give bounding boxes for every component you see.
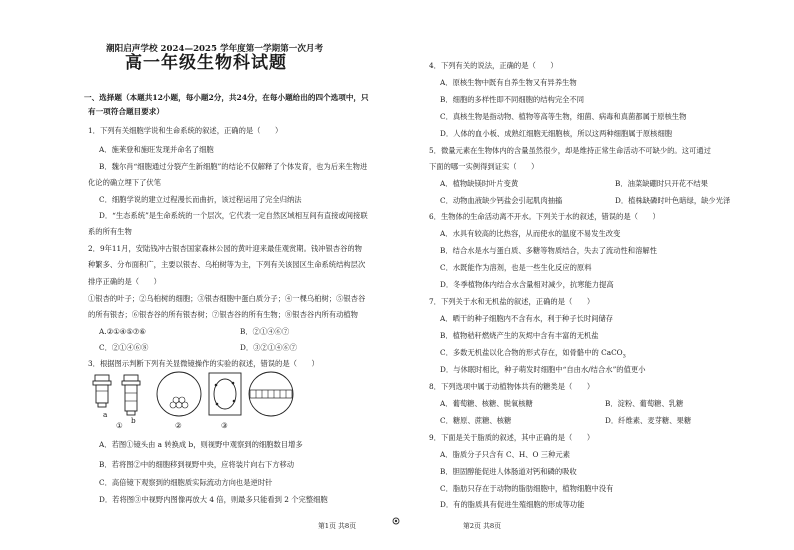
q4-option-b: B．细胞的多样性即不同细胞的结构完全不同 xyxy=(440,95,585,104)
q5-option-c: C．动物血液缺少钙盐会引起肌肉抽搐 xyxy=(440,196,563,205)
q2-items-line2: 的所有银杏；⑥银杏谷的所有银杏树；⑦银杏谷的所有生物；⑧银杏谷内所有动植物 xyxy=(88,310,358,319)
q1-option-b-cont: 化论的确立埋下了伏笔 xyxy=(88,178,161,187)
q9-option-a: A．脂质分子只含有 C、H、O 三种元素 xyxy=(440,450,570,459)
q6-option-a: A．水具有较高的比热容，从而使水的温度不易发生改变 xyxy=(440,229,621,238)
figure-label-1: ① xyxy=(116,421,123,430)
q3-option-a: A．若图①镜头由 a 转换成 b，则视野中观察到的细胞数目增多 xyxy=(99,440,303,449)
q9-option-b: B．胆固醇能促进人体肠道对钙和磷的吸收 xyxy=(440,467,577,476)
lens-a-body xyxy=(96,385,108,403)
q1-option-d-cont: 系的所有生物 xyxy=(88,227,132,236)
footer-page-right: 第2页 共8页 xyxy=(463,522,501,530)
q1-option-b: B．魏尔肖“细胞通过分裂产生新细胞”的结论不仅解释了个体发育，也为后来生物进 xyxy=(99,162,368,171)
cell-3 xyxy=(176,402,182,408)
q2-option-a: A.②①④⑤⑦⑥ xyxy=(99,327,146,336)
q4-option-d: D．人体的血小板、成熟红细胞无细胞核，所以这两种细胞属于原核细胞 xyxy=(440,129,673,138)
q1-stem: 1．下列有关细胞学说和生命系统的叙述，正确的是（ ） xyxy=(88,126,283,135)
q8-option-d: D．纤维素、麦芽糖、果糖 xyxy=(605,416,692,425)
q8-option-a: A．葡萄糖、核糖、脱氧核糖 xyxy=(440,399,533,408)
q9-option-d: D．有的脂质具有促进生殖细胞的形成等功能 xyxy=(440,500,585,509)
q7-option-b: B．植物秸秆燃烧产生的灰烬中含有丰富的无机盐 xyxy=(440,331,599,340)
q4-stem: 4．下列有关的说法，正确的是（ ） xyxy=(429,61,558,70)
lens-b-collar xyxy=(122,381,140,385)
q6-option-c: C．水既能作为溶剂，也是一些生化反应的原料 xyxy=(440,263,592,272)
q7-option-c xyxy=(440,348,626,361)
center-binding-mark xyxy=(392,517,400,525)
page-title: 高一年级生物科试题 xyxy=(125,53,287,73)
figure-label-3: ③ xyxy=(221,421,228,430)
q4-option-c: C．真核生物是指动物、植物等高等生物，细菌、病毒和真菌都属于原核生物 xyxy=(440,112,687,121)
lens-b-tip xyxy=(127,411,135,415)
q2-option-c: C．②①④⑥⑧ xyxy=(99,343,149,352)
lens-a-collar xyxy=(93,381,111,385)
q2-items-line1: ①银杏的叶子；②乌桕树的细胞；③银杏细胞中蛋白质分子；④一棵乌桕树；⑤银杏谷 xyxy=(88,294,366,303)
figure-label-2: ② xyxy=(175,421,182,430)
q5-stem-line2: 下面的哪一实例得到证实（ ） xyxy=(429,162,539,171)
q9-option-c: C．脂肪只存在于动物的脂肪细胞中，植物细胞中没有 xyxy=(440,484,614,493)
q1-option-a: A．施莱登和施旺发现并命名了细胞 xyxy=(99,145,214,154)
q6-option-d: D．冬季植物体内结合水含量相对减少，抗寒能力提高 xyxy=(440,280,614,289)
chloroplast-4 xyxy=(232,382,235,385)
q2-option-d: D．③②①④⑥⑦ xyxy=(240,343,297,352)
q7-option-c-text: C．多数无机盐以化合物的形式存在，如骨骼中的 CaCO xyxy=(440,348,623,357)
q7-option-d: D．与休眠时相比，种子萌发时细胞中“自由水/结合水”的值更小 xyxy=(440,365,646,374)
lens-a-tip xyxy=(98,403,106,407)
school-header: 潮阳启声学校 2024—2025 学年度第一学期第一次月考 xyxy=(106,44,324,54)
figure-field-of-view-cells xyxy=(155,370,203,418)
q5-option-d: D．植株缺磷时叶色暗绿，缺少光泽 xyxy=(615,196,731,205)
q3-option-b: B．若将图②中的细胞移到视野中央，应将装片向右下方移动 xyxy=(99,460,295,469)
q4-option-a: A．原核生物中既有自养生物又有异养生物 xyxy=(440,78,577,87)
q2-stem-line3: 排序正确的是（ ） xyxy=(88,277,161,286)
q9-stem: 9．下面是关于脂质的叙述，其中正确的是（ ） xyxy=(429,433,595,442)
q5-option-a: A．植物缺镁时叶片变黄 xyxy=(440,179,519,188)
footer-page-left: 第1页 共8页 xyxy=(318,522,356,530)
q8-stem: 8．下列选项中属于动植物体共有的糖类是（ ） xyxy=(429,382,595,391)
q8-option-b: B．淀粉、葡萄糖、乳糖 xyxy=(605,399,684,408)
q7-option-a: A．晒干的种子细胞内不含有水，利于种子长时间储存 xyxy=(440,314,614,323)
q1-option-c: C．细胞学说的建立过程漫长而曲折，该过程运用了完全归纳法 xyxy=(99,195,302,204)
q6-stem: 6．生物体的生命活动离不开水。下列关于水的叙述，错误的是（ ） xyxy=(429,212,660,221)
section-heading-line1: 一、选择题（本题共12小题，每小题2分，共24分，在每小题给出的四个选项中，只 xyxy=(84,93,369,102)
chloroplast-2 xyxy=(233,400,236,403)
lens-b-body xyxy=(125,385,137,411)
figure-label-a: a xyxy=(103,410,108,419)
q7-stem: 7．下列关于水和无机盐的叙述，正确的是（ ） xyxy=(429,297,595,306)
q2-stem-line2: 种繁多、分布面积广，主要以银杏、乌桕树等为主，下列有关该园区生命系统结构层次 xyxy=(88,260,366,269)
q3-option-d: D．若将图③中视野内图像再放大 4 倍，则最多只能看到 2 个完整细胞 xyxy=(99,495,328,504)
q5-option-b: B．油菜缺硼时只开花不结果 xyxy=(615,179,708,188)
figure-cytoplasm-flow xyxy=(207,371,243,417)
q1-option-d: D．“生态系统”是生命系统的一个层次，它代表一定自然区域相互间有直接或间接联 xyxy=(99,211,368,220)
figure-label-b: b xyxy=(131,416,136,425)
q3-stem: 3．根据图示判断下列有关显微镜操作的实验的叙述，错误的是（ ） xyxy=(88,359,319,368)
lens-b-cap xyxy=(124,375,138,381)
cell-4 xyxy=(182,402,188,408)
q2-option-b: B．②①④⑥⑦ xyxy=(240,327,290,336)
q6-option-b: B．结合水是水与蛋白质、多糖等物质结合，失去了流动性和溶解性 xyxy=(440,246,657,255)
q3-option-c: C．高倍镜下观察到的细胞质实际流动方向也是逆时针 xyxy=(99,478,273,487)
q8-option-c: C．糖原、蔗糖、核糖 xyxy=(440,416,512,425)
section-heading-line2: 有一项符合题目要求） xyxy=(88,107,164,116)
q2-stem-line1: 2．9年11月，安陆钱冲古银杏国家森林公园的黄叶迎来最佳观赏期。钱冲银杏谷的物 xyxy=(88,244,362,253)
q7-option-c-subscript: 3 xyxy=(622,353,626,360)
field-of-view-2 xyxy=(157,372,201,416)
chloroplast-1 xyxy=(215,384,218,387)
chloroplast-3 xyxy=(216,403,219,406)
lens-a-cap xyxy=(95,375,109,381)
q5-stem-line1: 5．微量元素在生物体内的含量虽然很少，却是维持正常生命活动不可缺少的。这可通过 xyxy=(429,146,711,155)
figure-field-of-view-row xyxy=(247,370,295,418)
cell-5 xyxy=(170,402,176,408)
